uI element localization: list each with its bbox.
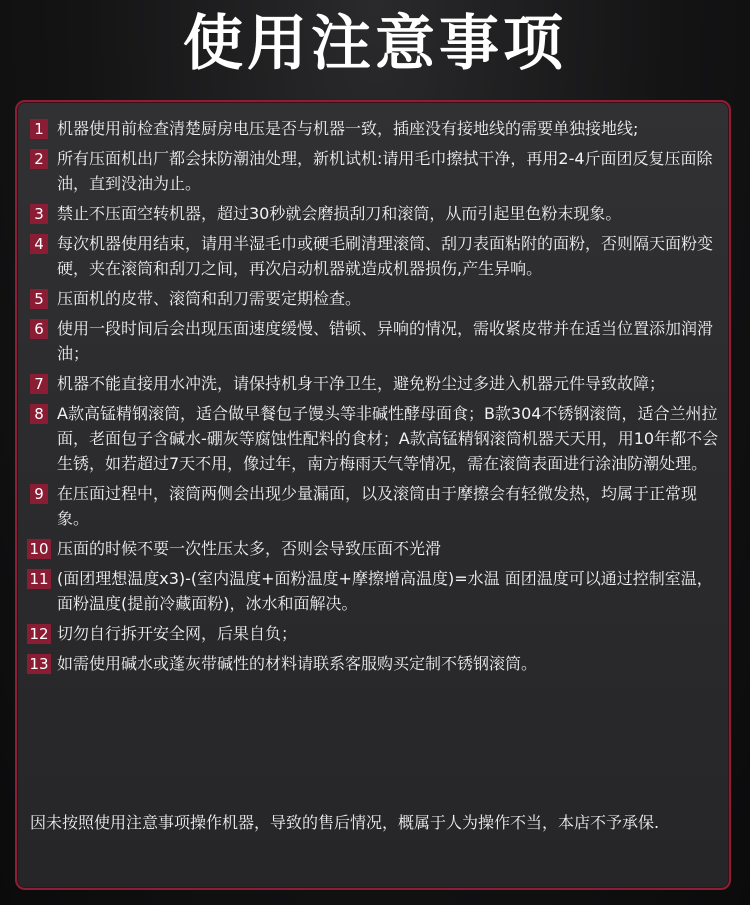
item-text: 压面机的皮带、滚筒和刮刀需要定期检查。: [57, 289, 362, 308]
item-number-badge: 10: [27, 539, 51, 559]
item-number-badge: 6: [30, 319, 48, 339]
item-number-badge: 4: [30, 234, 48, 254]
item-text: 所有压面机出厂都会抹防潮油处理，新机试机:请用毛巾擦拭干净，再用2-4斤面团反复压面除油，直到没油为止。: [57, 149, 713, 193]
disclaimer-note: 因未按照使用注意事项操作机器，导致的售后情况，概属于人为操作不当，本店不予承保.: [30, 813, 660, 832]
list-item: [17, 201, 727, 226]
item-text: 如需使用碱水或蓬灰带碱性的材料请联系客服购买定制不锈钢滚筒。: [57, 654, 538, 673]
item-text: 禁止不压面空转机器，超过30秒就会磨损刮刀和滚筒，从而引起里色粉末现象。: [57, 204, 622, 223]
item-text: 在压面过程中，滚筒两侧会出现少量漏面，以及滚筒由于摩擦会有轻微发热，均属于正常现象。: [57, 484, 698, 528]
list-item: [17, 146, 727, 196]
list-item: [17, 566, 727, 616]
item-number-badge: 13: [27, 654, 51, 674]
page-title: 使用注意事项: [183, 9, 567, 79]
list-item: [17, 316, 727, 366]
list-item: [17, 371, 727, 396]
list-item: [17, 481, 727, 531]
item-text: 机器不能直接用水冲洗，请保持机身干净卫生，避免粉尘过多进入机器元件导致故障；: [57, 374, 666, 393]
item-number-badge: 2: [30, 149, 48, 169]
item-number-badge: 9: [30, 484, 48, 504]
item-number-badge: 12: [27, 624, 51, 644]
item-number-badge: 11: [27, 569, 51, 589]
item-text: (面团理想温度x3)-(室内温度+面粉温度+摩擦增高温度)=水温 面团温度可以通过控制室温，面粉温度(提前冷藏面粉)，冰水和面解决。: [57, 569, 713, 613]
item-text: 压面的时候不要一次性压太多，否则会导致压面不光滑: [57, 539, 442, 558]
item-number-badge: 1: [30, 119, 48, 139]
item-number-badge: 5: [30, 289, 48, 309]
list-item: [17, 116, 727, 141]
list-item: [17, 231, 727, 281]
list-item: [17, 286, 727, 311]
item-text: 机器使用前检查清楚厨房电压是否与机器一致，插座没有接地线的需要单独接地线;: [57, 119, 639, 138]
list-item: [17, 651, 727, 676]
item-number-badge: 8: [30, 404, 48, 424]
item-text: A款高锰精钢滚筒，适合做早餐包子馒头等非碱性酵母面食；B款304不锈钢滚筒，适合兰州拉面，老面包子含碱水-硼灰等腐蚀性配料的食材；A款高锰精钢滚筒机器天天用，用10年都不会生锈，如若超过7天不用，像过年，南方梅雨天气等情况，需在滚筒表面进行涂油防潮处理。: [57, 404, 719, 473]
item-number-badge: 3: [30, 204, 48, 224]
item-text: 使用一段时间后会出现压面速度缓慢、错顿、异响的情况，需收紧皮带并在适当位置添加润滑油；: [57, 319, 714, 363]
item-text: 每次机器使用结束，请用半湿毛巾或硬毛刷清理滚筒、刮刀表面粘附的面粉，否则隔天面粉变硬，夹在滚筒和刮刀之间，再次启动机器就造成机器损伤,产生异响。: [57, 234, 714, 278]
item-text: 切勿自行拆开安全网，后果自负；: [57, 624, 298, 643]
item-number-badge: 7: [30, 374, 48, 394]
list-item: [17, 621, 727, 646]
list-item: [17, 536, 727, 561]
notice-list: [17, 116, 727, 681]
list-item: [17, 401, 727, 476]
